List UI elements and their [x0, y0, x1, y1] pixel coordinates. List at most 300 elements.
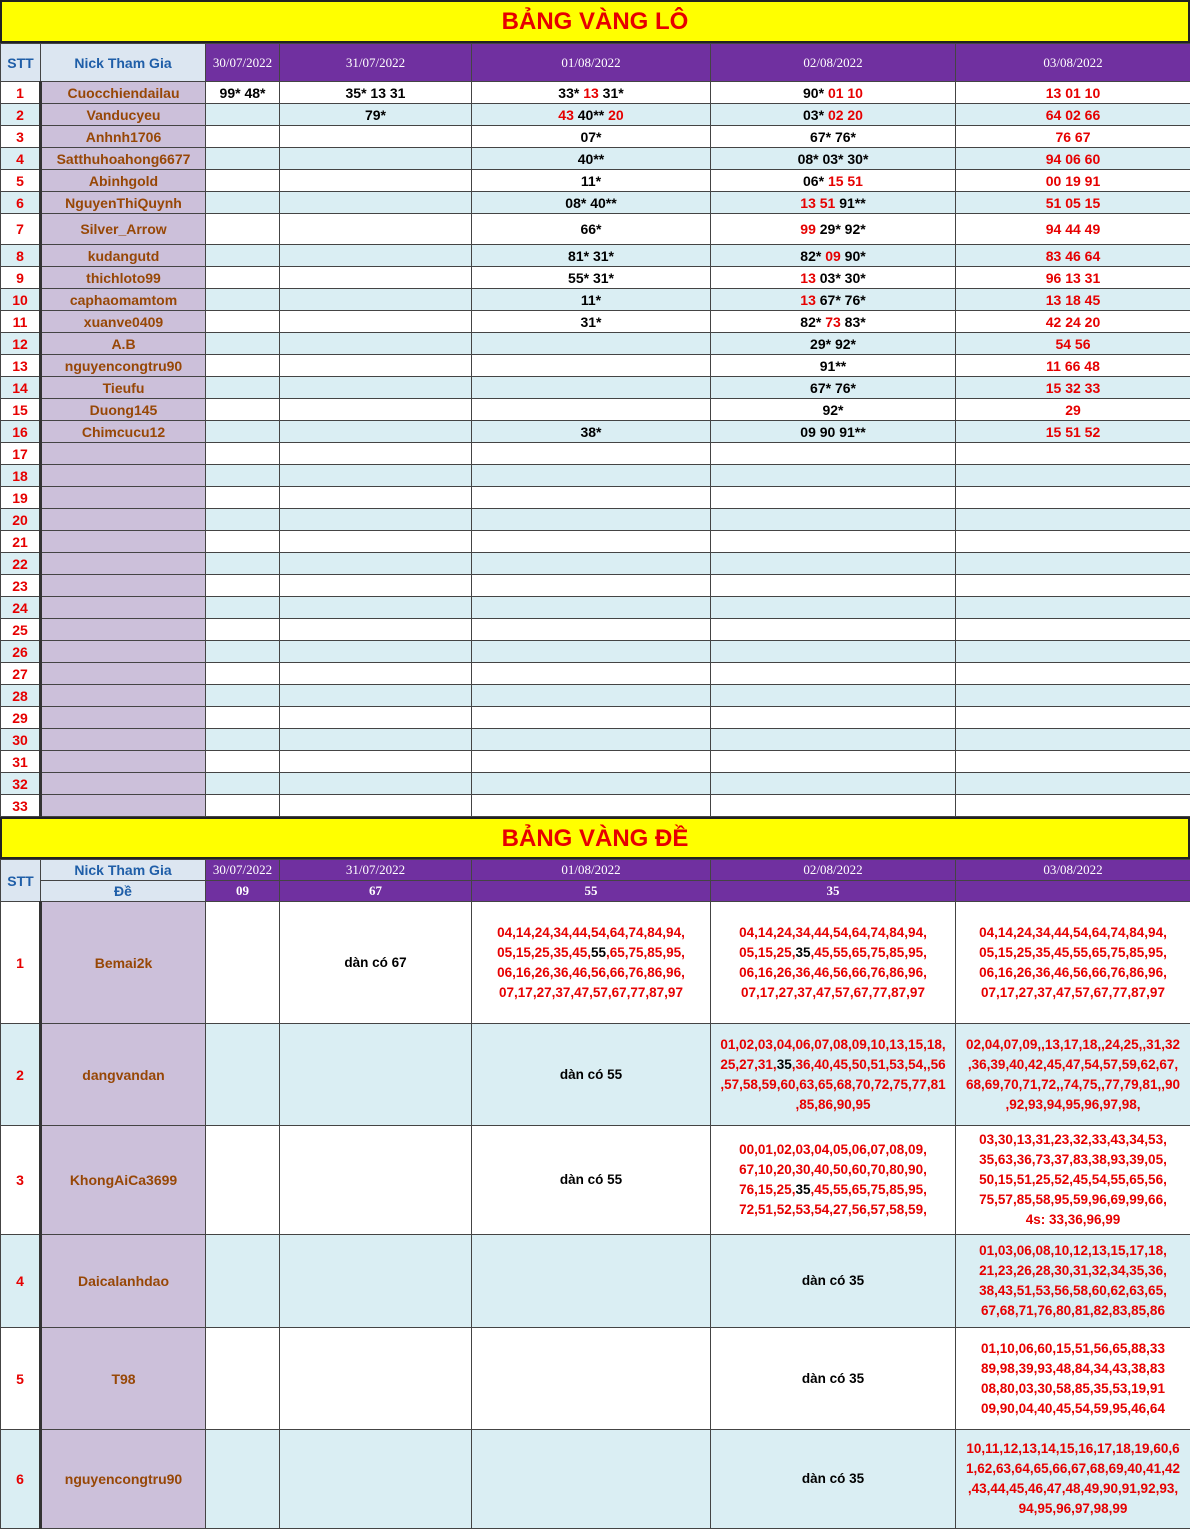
de-cell [280, 1126, 472, 1235]
de-cell [280, 1430, 472, 1529]
cell-text: 38,43,51,53,56,58,60,62,63,65, [979, 1283, 1167, 1298]
lo-row [1, 148, 1190, 170]
cell-text: 00 19 91 [1045, 172, 1101, 189]
row-stt: 12 [1, 333, 41, 355]
de-cell [956, 902, 1190, 1024]
cell-text: 05,15,25,35,45,55,65,75,85,95, [979, 944, 1167, 960]
de-cell [956, 1328, 1190, 1430]
cell-text: 11* [580, 172, 602, 189]
row-stt: 16 [1, 421, 41, 443]
cell-text: 04,14,24,34,44,54,64,74,84,94, [979, 924, 1167, 940]
lo-cell [956, 553, 1190, 575]
lo-cell [711, 192, 956, 214]
row-nick [41, 553, 206, 575]
row-nick [41, 751, 206, 773]
lo-cell [711, 553, 956, 575]
lo-cell [280, 443, 472, 465]
cell-text: 55 [590, 944, 607, 960]
row-nick [41, 707, 206, 729]
lo-row [1, 795, 1190, 817]
cell-text: 03* [803, 106, 828, 123]
lo-row [1, 399, 1190, 421]
lo-cell [956, 421, 1190, 443]
row-stt: 17 [1, 443, 41, 465]
lo-cell [711, 355, 956, 377]
cell-text: 35 [795, 1182, 811, 1197]
de-title-bar [0, 817, 1190, 859]
cell-text: 81* 31* [568, 247, 614, 264]
lo-cell [472, 214, 711, 245]
lo-cell [206, 148, 280, 170]
cell-text: 35 [795, 944, 811, 960]
lo-row [1, 641, 1190, 663]
lo-cell [956, 377, 1190, 399]
de-cell [956, 1024, 1190, 1126]
lo-cell [206, 126, 280, 148]
lo-cell [956, 465, 1190, 487]
row-stt: 2 [1, 1024, 41, 1126]
de-header-date: 03/08/2022 [956, 860, 1190, 881]
lo-header-stt: STT [1, 44, 41, 82]
lo-cell [956, 619, 1190, 641]
cell-text: ,43,44,45,46,47,48,49,90,91,92,93, [967, 1481, 1179, 1496]
lo-cell [206, 267, 280, 289]
row-nick: Tieufu [41, 377, 206, 399]
lo-row [1, 729, 1190, 751]
row-nick: Silver_Arrow [41, 214, 206, 245]
cell-text: 13 [583, 84, 599, 101]
cell-text: 92* [822, 401, 844, 418]
lo-row [1, 245, 1190, 267]
row-stt: 1 [1, 902, 41, 1024]
lo-cell [956, 267, 1190, 289]
lo-cell [711, 148, 956, 170]
lo-cell [711, 311, 956, 333]
lo-cell [280, 421, 472, 443]
lo-cell [472, 685, 711, 707]
row-stt: 33 [1, 795, 41, 817]
lo-cell [206, 597, 280, 619]
lo-cell [280, 267, 472, 289]
row-stt: 6 [1, 192, 41, 214]
lo-cell [956, 192, 1190, 214]
lo-cell [206, 531, 280, 553]
lo-cell [280, 311, 472, 333]
de-cell [711, 902, 956, 1024]
row-stt: 30 [1, 729, 41, 751]
lo-row [1, 575, 1190, 597]
lo-cell [206, 104, 280, 126]
cell-text: 83 46 64 [1045, 247, 1101, 264]
lo-cell [280, 399, 472, 421]
cell-text: 08,80,03,30,58,85,35,53,19,91 [981, 1380, 1165, 1396]
lo-cell [956, 311, 1190, 333]
lo-cell [711, 729, 956, 751]
lo-cell [956, 575, 1190, 597]
lo-cell [280, 795, 472, 817]
lo-cell [280, 355, 472, 377]
cell-text: 54 56 [1055, 335, 1091, 352]
row-nick: KhongAiCa3699 [41, 1126, 206, 1235]
de-result: 67 [280, 881, 472, 902]
cell-text: 00,01,02,03,04,05,06,07,08,09, [739, 1142, 927, 1157]
row-stt: 27 [1, 663, 41, 685]
row-stt: 26 [1, 641, 41, 663]
lo-cell [280, 773, 472, 795]
cell-text: 29 [1065, 401, 1081, 418]
lo-cell [711, 214, 956, 245]
lo-row [1, 289, 1190, 311]
cell-text: ,36,39,40,42,45,47,54,57,59,62,67, [967, 1056, 1179, 1072]
cell-text: 82* [800, 247, 826, 264]
lo-cell [206, 619, 280, 641]
row-nick [41, 795, 206, 817]
row-stt: 21 [1, 531, 41, 553]
cell-text: 40** [577, 150, 605, 167]
de-header-date: 31/07/2022 [280, 860, 472, 881]
lo-cell [280, 82, 472, 104]
cell-text: 67* 76* [810, 128, 856, 145]
lo-cell [956, 333, 1190, 355]
row-stt: 15 [1, 399, 41, 421]
cell-text: 25,27,31, [720, 1056, 777, 1072]
row-stt: 1 [1, 82, 41, 104]
lo-cell [472, 170, 711, 192]
row-nick [41, 773, 206, 795]
lo-row [1, 531, 1190, 553]
cell-text: 09,90,04,40,45,54,59,95,46,64 [981, 1400, 1165, 1416]
lo-cell [280, 751, 472, 773]
lo-cell [956, 729, 1190, 751]
cell-text: 01,03,06,08,10,12,13,15,17,18, [979, 1243, 1167, 1258]
cell-text: 50,15,51,25,52,45,54,55,65,56, [979, 1172, 1167, 1187]
cell-text: 09 90 91** [800, 423, 866, 440]
lo-cell [711, 509, 956, 531]
cell-text: 07,17,27,37,47,57,67,77,87,97 [741, 984, 925, 1000]
lo-cell [206, 377, 280, 399]
cell-text: dàn có 35 [801, 1370, 865, 1386]
lo-cell [206, 82, 280, 104]
cell-text: ,57,58,59,60,63,65,68,70,72,75,77,81 [720, 1076, 946, 1092]
lo-row [1, 333, 1190, 355]
de-title: BẢNG VÀNG ĐỀ [501, 825, 689, 852]
de-header-row [1, 860, 1190, 881]
cell-text: ,92,93,94,95,96,97,98, [1005, 1096, 1141, 1112]
lo-cell [206, 465, 280, 487]
cell-text: 4s: 33,36,96,99 [1025, 1212, 1121, 1227]
lo-cell [280, 245, 472, 267]
lo-cell [206, 355, 280, 377]
cell-text: ,45,55,65,75,85,95, [810, 944, 927, 960]
cell-text: 15 32 33 [1045, 379, 1101, 396]
cell-text: 06,16,26,36,46,56,66,76,86,96, [979, 964, 1167, 980]
row-stt: 22 [1, 553, 41, 575]
de-cell [206, 1328, 280, 1430]
lo-cell [956, 707, 1190, 729]
lo-cell [711, 443, 956, 465]
de-row [1, 1126, 1190, 1235]
cell-text: 13 18 45 [1045, 291, 1101, 308]
lo-cell [280, 289, 472, 311]
row-stt: 24 [1, 597, 41, 619]
de-cell [956, 1430, 1190, 1529]
cell-text: 79* [364, 106, 387, 123]
cell-text: 06,16,26,36,46,56,66,76,86,96, [739, 964, 927, 980]
cell-text: dàn có 35 [801, 1471, 865, 1486]
de-cell [472, 1328, 711, 1430]
lo-row [1, 192, 1190, 214]
lo-cell [472, 575, 711, 597]
lo-cell [711, 707, 956, 729]
de-cell [711, 1235, 956, 1328]
de-row [1, 1430, 1190, 1529]
row-stt: 29 [1, 707, 41, 729]
cell-text: 03,30,13,31,23,32,33,43,34,53, [979, 1132, 1167, 1147]
lo-cell [280, 126, 472, 148]
lo-cell [711, 795, 956, 817]
row-nick [41, 487, 206, 509]
lo-cell [956, 487, 1190, 509]
cell-text: 33* [558, 84, 584, 101]
lo-cell [956, 597, 1190, 619]
row-stt: 7 [1, 214, 41, 245]
cell-text: 35 [776, 1056, 792, 1072]
cell-text: dàn có 55 [559, 1066, 623, 1082]
cell-text: 66* [580, 221, 602, 237]
lo-cell [711, 531, 956, 553]
lo-cell [472, 333, 711, 355]
lo-row [1, 311, 1190, 333]
de-row [1, 1235, 1190, 1328]
cell-text: 40** [573, 106, 609, 123]
cell-text: 31* [598, 84, 624, 101]
cell-text: ,36,40,45,50,51,53,54,,56 [791, 1056, 946, 1072]
cell-text: 05,15,25, [739, 944, 796, 960]
row-stt: 28 [1, 685, 41, 707]
cell-text: 82* [800, 313, 826, 330]
lo-cell [206, 170, 280, 192]
cell-text: dàn có 67 [344, 954, 407, 970]
lo-cell [472, 443, 711, 465]
cell-text: 43 [558, 106, 574, 123]
cell-text: 02,04,07,09,,13,17,18,,24,25,,31,32 [966, 1036, 1180, 1052]
lo-cell [206, 192, 280, 214]
cell-text: 51 05 15 [1045, 194, 1101, 211]
lo-row [1, 443, 1190, 465]
row-nick: thichloto99 [41, 267, 206, 289]
lo-cell [206, 729, 280, 751]
row-stt: 4 [1, 1235, 41, 1328]
row-stt: 23 [1, 575, 41, 597]
lo-row [1, 214, 1190, 245]
lo-row [1, 170, 1190, 192]
row-nick: nguyencongtru90 [41, 1430, 206, 1529]
lo-cell [711, 377, 956, 399]
row-stt: 3 [1, 1126, 41, 1235]
cell-text: 02 20 [827, 106, 863, 123]
cell-text: 05,15,25,35,45, [497, 944, 591, 960]
lo-cell [280, 487, 472, 509]
lo-cell [711, 487, 956, 509]
lo-cell [206, 685, 280, 707]
lo-title: BẢNG VÀNG LÔ [501, 8, 689, 35]
row-nick [41, 509, 206, 531]
de-row [1, 1328, 1190, 1430]
cell-text: 01,10,06,60,15,51,56,65,88,33 [981, 1340, 1165, 1356]
lo-cell [956, 245, 1190, 267]
lo-cell [956, 399, 1190, 421]
row-stt: 9 [1, 267, 41, 289]
cell-text: 07* [580, 128, 602, 145]
lo-cell [956, 795, 1190, 817]
row-stt: 3 [1, 126, 41, 148]
lo-cell [711, 685, 956, 707]
de-cell [711, 1024, 956, 1126]
de-row [1, 902, 1190, 1024]
cell-text: 67* 76* [815, 291, 866, 308]
row-stt: 5 [1, 1328, 41, 1430]
cell-text: dàn có 35 [801, 1273, 865, 1288]
row-nick [41, 619, 206, 641]
lo-cell [472, 641, 711, 663]
lo-cell [956, 82, 1190, 104]
de-result [956, 881, 1190, 902]
lo-cell [956, 531, 1190, 553]
lo-cell [472, 707, 711, 729]
lo-cell [472, 465, 711, 487]
de-cell [280, 902, 472, 1024]
row-stt: 6 [1, 1430, 41, 1529]
lo-cell [206, 245, 280, 267]
cell-text: 72,51,52,53,54,27,56,57,58,59, [739, 1202, 927, 1217]
cell-text: 15 51 [827, 172, 863, 189]
de-result: 35 [711, 881, 956, 902]
cell-text: 76 67 [1055, 128, 1091, 145]
row-nick [41, 531, 206, 553]
lo-cell [711, 751, 956, 773]
lo-cell [956, 148, 1190, 170]
lo-row [1, 553, 1190, 575]
lo-cell [956, 104, 1190, 126]
row-nick: NguyenThiQuynh [41, 192, 206, 214]
cell-text: 11* [580, 291, 602, 308]
lo-row [1, 751, 1190, 773]
lo-cell [711, 597, 956, 619]
row-stt: 2 [1, 104, 41, 126]
lo-cell [956, 289, 1190, 311]
lo-cell [206, 311, 280, 333]
lo-cell [206, 289, 280, 311]
lo-cell [280, 619, 472, 641]
row-nick [41, 597, 206, 619]
cell-text: 90* [840, 247, 866, 264]
lo-row [1, 487, 1190, 509]
de-cell [206, 902, 280, 1024]
row-nick: Duong145 [41, 399, 206, 421]
de-result: 55 [472, 881, 711, 902]
lo-row [1, 509, 1190, 531]
row-stt: 32 [1, 773, 41, 795]
cell-text: 67* 76* [810, 379, 856, 396]
de-cell [472, 1235, 711, 1328]
cell-text: ,85,86,90,95 [795, 1096, 871, 1112]
cell-text: ,45,55,65,75,85,95, [810, 1182, 927, 1197]
row-stt: 8 [1, 245, 41, 267]
cell-text: 04,14,24,34,44,54,64,74,84,94, [739, 924, 927, 940]
lo-cell [472, 531, 711, 553]
lo-cell [711, 619, 956, 641]
lo-cell [206, 399, 280, 421]
lo-cell [280, 707, 472, 729]
lo-cell [206, 575, 280, 597]
cell-text: 08* 03* 30* [797, 150, 869, 167]
lo-cell [472, 487, 711, 509]
lo-cell [206, 487, 280, 509]
cell-text: 07,17,27,37,47,57,67,77,87,97 [499, 984, 683, 1000]
cell-text: 89,98,39,93,48,84,34,43,38,83 [981, 1360, 1165, 1376]
cell-text: 06,16,26,36,46,56,66,76,86,96, [497, 964, 685, 980]
lo-cell [956, 509, 1190, 531]
lo-cell [206, 773, 280, 795]
lo-cell [956, 685, 1190, 707]
lo-cell [280, 192, 472, 214]
lo-cell [472, 148, 711, 170]
lo-row [1, 104, 1190, 126]
lo-cell [472, 289, 711, 311]
row-nick: Satthuhoahong6677 [41, 148, 206, 170]
cell-text: 31* [580, 313, 602, 330]
lo-cell [711, 663, 956, 685]
cell-text: 67,68,71,76,80,81,82,83,85,86 [981, 1303, 1165, 1318]
row-nick: nguyencongtru90 [41, 355, 206, 377]
cell-text: 01 10 [827, 84, 863, 101]
lo-cell [711, 245, 956, 267]
de-cell [472, 1430, 711, 1529]
lo-cell [472, 509, 711, 531]
de-row [1, 1024, 1190, 1126]
lo-cell [472, 104, 711, 126]
row-nick [41, 443, 206, 465]
cell-text: 64 02 66 [1045, 106, 1101, 123]
lo-cell [956, 663, 1190, 685]
row-nick: Cuocchiendailau [41, 82, 206, 104]
lo-cell [711, 289, 956, 311]
lo-table [0, 43, 1190, 817]
cell-text: 94,95,96,97,98,99 [1018, 1501, 1128, 1516]
lo-cell [711, 82, 956, 104]
lo-cell [711, 773, 956, 795]
lo-cell [280, 509, 472, 531]
cell-text: 35* 13 31 [345, 84, 406, 101]
lo-cell [711, 399, 956, 421]
cell-text: 68,69,70,71,72,,74,75,,77,79,81,,90 [966, 1076, 1180, 1092]
de-table [0, 859, 1190, 1529]
lo-row [1, 707, 1190, 729]
de-cell [711, 1126, 956, 1235]
cell-text: 01,02,03,04,06,07,08,09,10,13,15,18, [720, 1036, 946, 1052]
row-nick [41, 685, 206, 707]
lo-cell [472, 245, 711, 267]
row-stt: 19 [1, 487, 41, 509]
cell-text: 29* 92* [810, 335, 856, 352]
lo-row [1, 663, 1190, 685]
lo-row [1, 465, 1190, 487]
lo-cell [472, 663, 711, 685]
lo-cell [711, 104, 956, 126]
lo-cell [280, 170, 472, 192]
row-nick: Chimcucu12 [41, 421, 206, 443]
de-cell [206, 1235, 280, 1328]
